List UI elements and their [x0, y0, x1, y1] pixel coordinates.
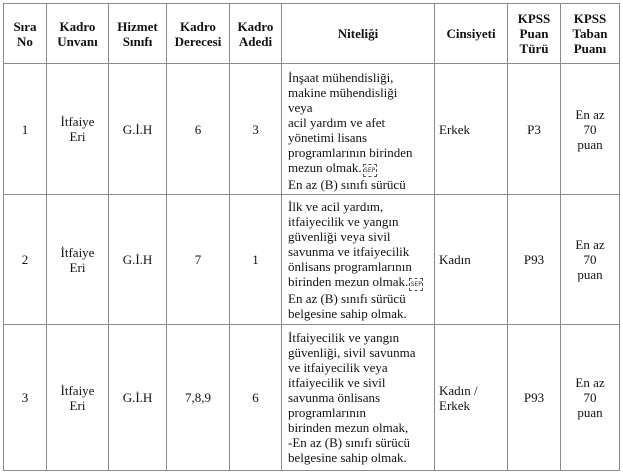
cell-cinsiyeti: Erkek — [435, 64, 508, 195]
cell-hizmet-sinifi: G.İ.H — [109, 195, 167, 325]
cell-sira: 3 — [4, 325, 47, 471]
cell-sira: 2 — [4, 195, 47, 325]
cell-niteligi: İnşaat mühendisliği, makine mühendisliği veya acil yardım ve afet yönetimi lisans programlarının birinden mezun olmak. SEP En az (B) sınıfı sürücü — [282, 64, 435, 195]
cell-kadro-derecesi: 7 — [167, 195, 230, 325]
cell-kadro-adedi: 6 — [230, 325, 282, 471]
header-kadro-derecesi: Kadro Derecesi — [167, 4, 230, 64]
cell-kpss-puan-turu: P93 — [508, 325, 561, 471]
cell-kpss-taban-puani: En az 70 puan — [561, 195, 620, 325]
cell-sira: 1 — [4, 64, 47, 195]
cell-kadro-unvani: İtfaiye Eri — [47, 325, 109, 471]
cell-kadro-adedi: 1 — [230, 195, 282, 325]
header-cinsiyeti: Cinsiyeti — [435, 4, 508, 64]
cell-kadro-derecesi: 7,8,9 — [167, 325, 230, 471]
header-row — [4, 4, 620, 64]
cell-kadro-derecesi: 6 — [167, 64, 230, 195]
header-kadro-adedi: Kadro Adedi — [230, 4, 282, 64]
cell-hizmet-sinifi: G.İ.H — [109, 64, 167, 195]
header-hizmet-sinifi: Hizmet Sınıfı — [109, 4, 167, 64]
cell-niteligi: İlk ve acil yardım, itfaiyecilik ve yangın güvenliği veya sivil savunma ve itfaiyecilik önlisans programlarının birinden mezun olmak. SEP En az (B) sınıfı sürücü belgesine sahip olmak. — [282, 195, 435, 325]
cell-kpss-puan-turu: P93 — [508, 195, 561, 325]
cell-niteligi: İtfaiyecilik ve yangın güvenliği, sivil savunma ve itfaiyecilik veya itfaiyecilik ve sivil savunma önlisans programlarının birinden mezun olmak, -En az (B) sınıfı sürücü belgesine sahip olmak. — [282, 325, 435, 471]
cell-kpss-taban-puani: En az 70 puan — [561, 64, 620, 195]
cell-kadro-adedi: 3 — [230, 64, 282, 195]
cell-kpss-puan-turu: P3 — [508, 64, 561, 195]
cell-cinsiyeti: Kadın — [435, 195, 508, 325]
sep-placeholder-icon: SEP — [363, 164, 377, 177]
cell-kadro-unvani: İtfaiye Eri — [47, 195, 109, 325]
table-row — [4, 325, 620, 471]
cell-cinsiyeti: Kadın / Erkek — [435, 325, 508, 471]
recruitment-table — [3, 3, 620, 471]
document-page — [3, 3, 619, 471]
header-kpss-taban-puani: KPSS Taban Puanı — [561, 4, 620, 64]
header-sira: Sıra No — [4, 4, 47, 64]
sep-placeholder-icon: SEP — [409, 278, 423, 291]
table-row — [4, 64, 620, 195]
table-row — [4, 195, 620, 325]
header-kadro-unvani: Kadro Unvanı — [47, 4, 109, 64]
header-niteligi: Niteliği — [282, 4, 435, 64]
header-kpss-puan-turu: KPSS Puan Türü — [508, 4, 561, 64]
cell-hizmet-sinifi: G.İ.H — [109, 325, 167, 471]
cell-kpss-taban-puani: En az 70 puan — [561, 325, 620, 471]
cell-kadro-unvani: İtfaiye Eri — [47, 64, 109, 195]
